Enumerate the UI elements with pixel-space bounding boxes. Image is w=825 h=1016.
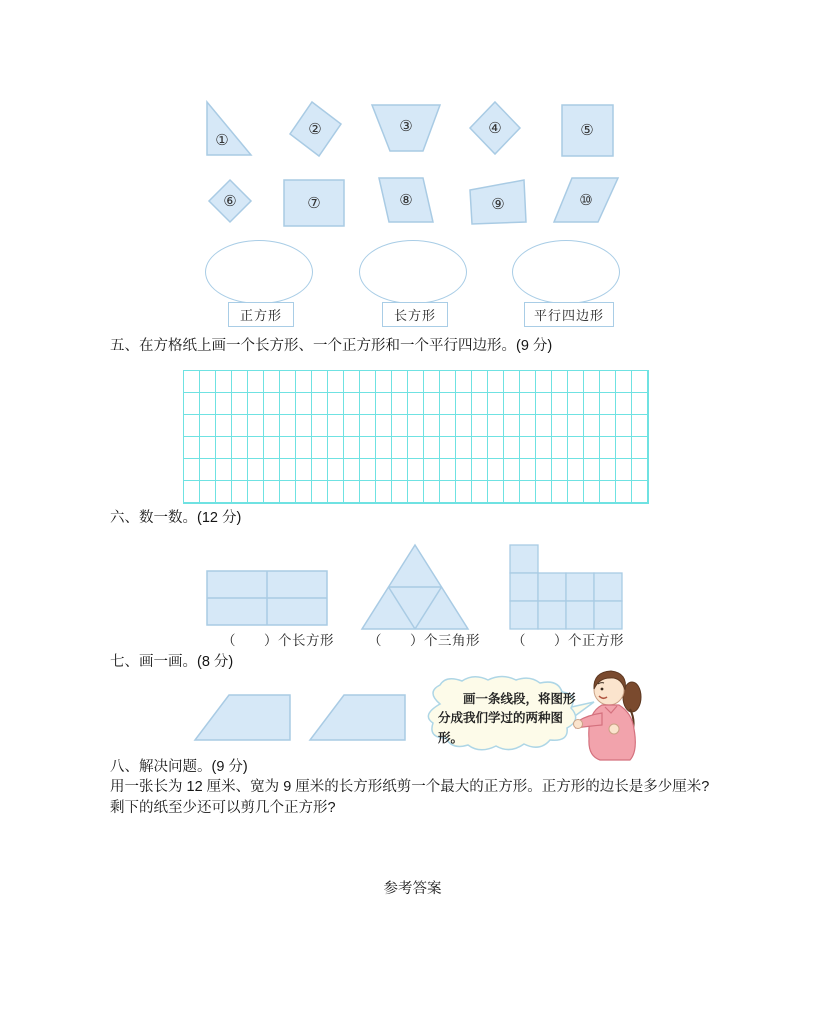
question-8-body: 用一张长为 12 厘米、宽为 9 厘米的长方形纸剪一个最大的正方形。正方形的边长是多少厘米?剩下的纸至少还可以剪几个正方形? <box>110 779 710 817</box>
question-8-title: 八、解决问题。(9 分) <box>110 759 248 775</box>
answers-heading: 参考答案 <box>383 881 442 897</box>
count-blank-squares: （ ）个正方形 <box>512 633 624 648</box>
shape-9-quadrilateral <box>468 178 529 227</box>
shape-number: ② <box>308 120 322 138</box>
sorting-oval-rectangle <box>359 240 467 304</box>
shape-10-parallelogram <box>552 176 620 224</box>
right-triangle-figure <box>205 100 253 157</box>
divided-triangle-figure <box>360 543 470 631</box>
sort-label-square: 正方形 <box>228 302 294 327</box>
grid-paper <box>183 370 649 504</box>
count-figure-squares <box>508 543 624 636</box>
question-7-title: 七、画一画。(8 分) <box>110 654 234 670</box>
shape-6-diamond <box>207 178 253 224</box>
shape-7-rectangle <box>282 178 346 228</box>
teacher-girl-figure <box>572 663 652 765</box>
right-trapezoid-figure <box>308 693 408 743</box>
teacher-girl-illustration <box>572 663 652 770</box>
shape-number: ④ <box>488 119 502 137</box>
shape-4-diamond <box>468 100 522 156</box>
shape-number: ⑧ <box>399 191 413 209</box>
count-figure-triangles <box>360 543 470 636</box>
draw-figure-trapezoid-2 <box>308 693 408 748</box>
sorting-oval-square <box>205 240 313 304</box>
shape-number: ③ <box>399 117 413 135</box>
sort-label-rectangle: 长方形 <box>382 302 448 327</box>
shape-number: ⑤ <box>580 121 594 139</box>
question-5-title: 五、在方格纸上画一个长方形、一个正方形和一个平行四边形。(9 分) <box>110 338 553 354</box>
shape-1-right-triangle <box>205 100 253 157</box>
shape-3-trapezoid <box>370 103 442 153</box>
count-figure-rectangles <box>206 570 329 632</box>
shape-8-parallelogram <box>375 176 437 224</box>
divided-rectangle-figure <box>206 570 329 627</box>
shape-number: ⑩ <box>579 191 593 209</box>
unit-squares-figure <box>508 543 624 631</box>
count-blank-rectangles: （ ）个长方形 <box>222 633 334 648</box>
shape-2-rotated-rectangle <box>288 100 344 158</box>
shape-number: ⑦ <box>307 194 321 212</box>
shape-number: ⑥ <box>223 192 237 210</box>
shape-number: ⑨ <box>491 195 505 213</box>
shape-number: ① <box>215 131 229 149</box>
right-trapezoid-figure <box>193 693 293 743</box>
draw-figure-trapezoid-1 <box>193 693 293 748</box>
count-blank-triangles: （ ）个三角形 <box>368 633 480 648</box>
speech-bubble-text: 画一条线段，将图形分成我们学过的两种图形。 <box>438 692 576 745</box>
sorting-oval-parallelogram <box>512 240 620 304</box>
shape-5-square <box>560 103 615 158</box>
question-6-title: 六、数一数。(12 分) <box>110 510 242 526</box>
sort-label-parallelogram: 平行四边形 <box>524 302 614 327</box>
